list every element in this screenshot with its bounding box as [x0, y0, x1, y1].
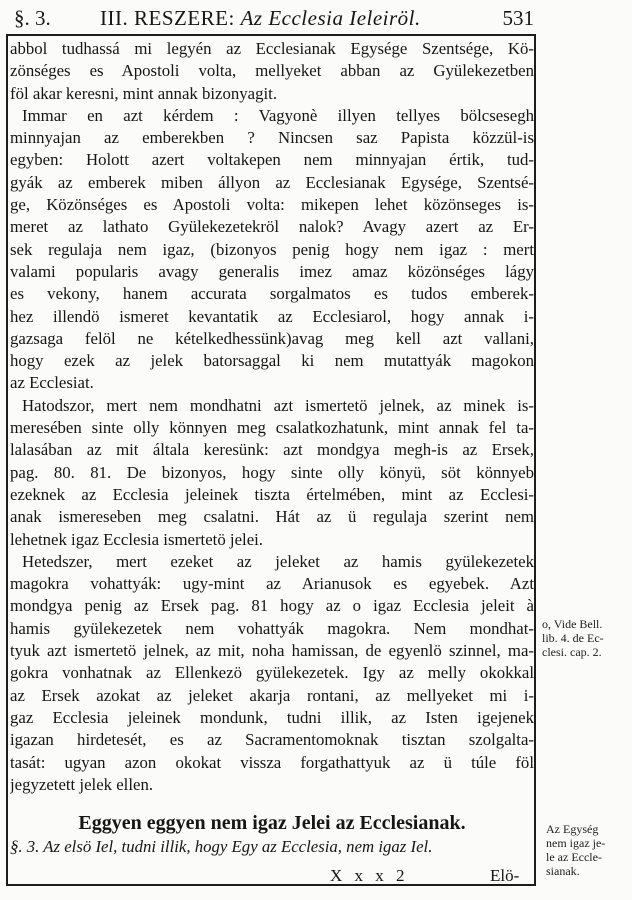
text-line: abbol tudhassá mi legyén az Ecclesianak Egysége Szentsége, Kö- [10, 39, 534, 58]
page-number: 531 [502, 6, 534, 30]
text-line: mondgya penig az Ersek pag. 81 hogy az o igaz Ecclesia jeleit à [10, 596, 534, 616]
text-line: gaz Ecclesia jeleinek mondunk, tudni illik, az Isten igejenek [10, 707, 534, 727]
header-title-italic: Az Ecclesia Ieleiröl. [240, 6, 421, 30]
text-line: jegyzetett jelek ellen. [10, 774, 154, 794]
text-line: föl akar keresni, mint annak bizonyagit. [10, 83, 278, 103]
text-line: gazsaga felöl ne kételkedhessünk)avag meg kell azt vallani, [10, 328, 534, 348]
text-line: sek regulaja nem igaz, (bizonyos penig hogy nem igaz : mert [10, 239, 534, 259]
margin-note-line: o, Vide Bell. [542, 617, 603, 631]
text-line: meret az lathato Gyülekezetekröl nalok? Avagy azert az Er- [10, 217, 534, 237]
margin-note-line: lib. 4. de Ec- [542, 631, 604, 645]
margin-note-reference [542, 617, 632, 659]
header-section-mark: §. 3. [14, 6, 51, 30]
margin-note-summary [546, 822, 632, 878]
text-line: minnyajan az emberekben ? Nincsen saz Papista közzül-is [10, 128, 534, 148]
text-line: meresében sinte olly könnyen meg csalatkozhatunk, mint annak fel ta- [10, 418, 534, 438]
text-line: Immar en azt kérdem : Vagyonè illyen tellyes bölcsesegh [22, 105, 534, 125]
text-line: zönséges es Apostoli volta, mellyeket abban az Gyülekezetben [10, 61, 534, 81]
text-line: gyák az emberek miben állyon az Ecclesianak Egysége, Szentsé- [10, 172, 534, 192]
margin-note-line: nem igaz je- [546, 836, 606, 850]
catchword: Elö- [490, 866, 520, 885]
section-heading: Eggyen eggyen nem igaz Jelei az Ecclesianak. [78, 812, 466, 834]
subsection-line: §. 3. Az elsö Iel, tudni illik, hogy Egy az Ecclesia, nem igaz Iel. [10, 837, 433, 856]
text-line: ge, Közönséges es Apostoli volta: mikepen lehet közönseges is- [10, 195, 534, 215]
text-line: Hatodszor, mert nem mondhatni azt ismertetö jelnek, az minek is- [22, 395, 534, 415]
header-title-text: III. RESZERE: [100, 6, 235, 30]
text-line: lehetnek igaz Ecclesia ismertetö jelei. [10, 529, 263, 549]
text-line: tasát: ugyan azon okokat vissza forgathattyuk az ü túle föl [10, 752, 534, 772]
text-line: gokra vonhatnak az Ellenkezö gyülekezetek. Igy az melly okokkal [10, 663, 534, 683]
text-line: Hetedszer, mert ezeket az jeleket az hamis gyülekezetek [22, 551, 534, 571]
text-line: anak ismereseben meg csalatni. Hát az ü regulaja szerint nem [10, 507, 534, 527]
header-title [100, 4, 421, 32]
running-header [14, 4, 534, 32]
text-line: az Ecclesiat. [10, 373, 94, 393]
text-line: lalasában az mit általa keresünk: azt mondgya megh-is az Ersek, [10, 440, 534, 460]
text-line: ezeknek az Ecclesia jeleinek tiszta értelmében, mint az Ecclesi- [10, 484, 534, 504]
signature-mark: X x x 2 [330, 866, 409, 885]
margin-note-line: Az Egység [546, 822, 599, 836]
text-line: egyben: Holott azert voltakepen nem minnyajan értik, tud- [10, 150, 534, 170]
margin-note-line: sianak. [546, 864, 580, 878]
text-line: igazan hirdetesét, es az Sacramentomoknak tisztan szolgalta- [10, 730, 534, 750]
text-line: hamis gyülekezetek nem vohattyák magokra. Nem mondhat- [10, 618, 534, 638]
text-line: az Ersek azokat az jeleket akarja rontani, az mellyeket mi i- [10, 685, 534, 705]
text-line: hez illendö ismeret kevantatik az Ecclesiarol, hogy annak i- [10, 306, 534, 326]
margin-note-line: le az Eccle- [546, 850, 602, 864]
text-line: hogy ezek az jelek batorsaggal ki nem mutattyák magokon [10, 351, 534, 371]
margin-note-line: clesi. cap. 2. [542, 645, 602, 659]
text-line: magokra vohattyák: ugy-mint az Arianusok es egyebek. Azt [10, 574, 534, 594]
text-line: valami popularis avagy generalis imez amaz közönséges lágy [10, 261, 534, 281]
body-text [10, 38, 534, 796]
text-line: tyuk azt ismertetö jelnek, az mit, noha hamissan, de egyenlö szinnel, ma- [10, 641, 534, 661]
text-line: es vekony, hanem accurata sorgalmatos es tudos emberek- [10, 284, 534, 304]
text-line: pag. 80. 81. De bizonyos, hogy sinte olly könyü, söt könnyeb [10, 462, 534, 482]
